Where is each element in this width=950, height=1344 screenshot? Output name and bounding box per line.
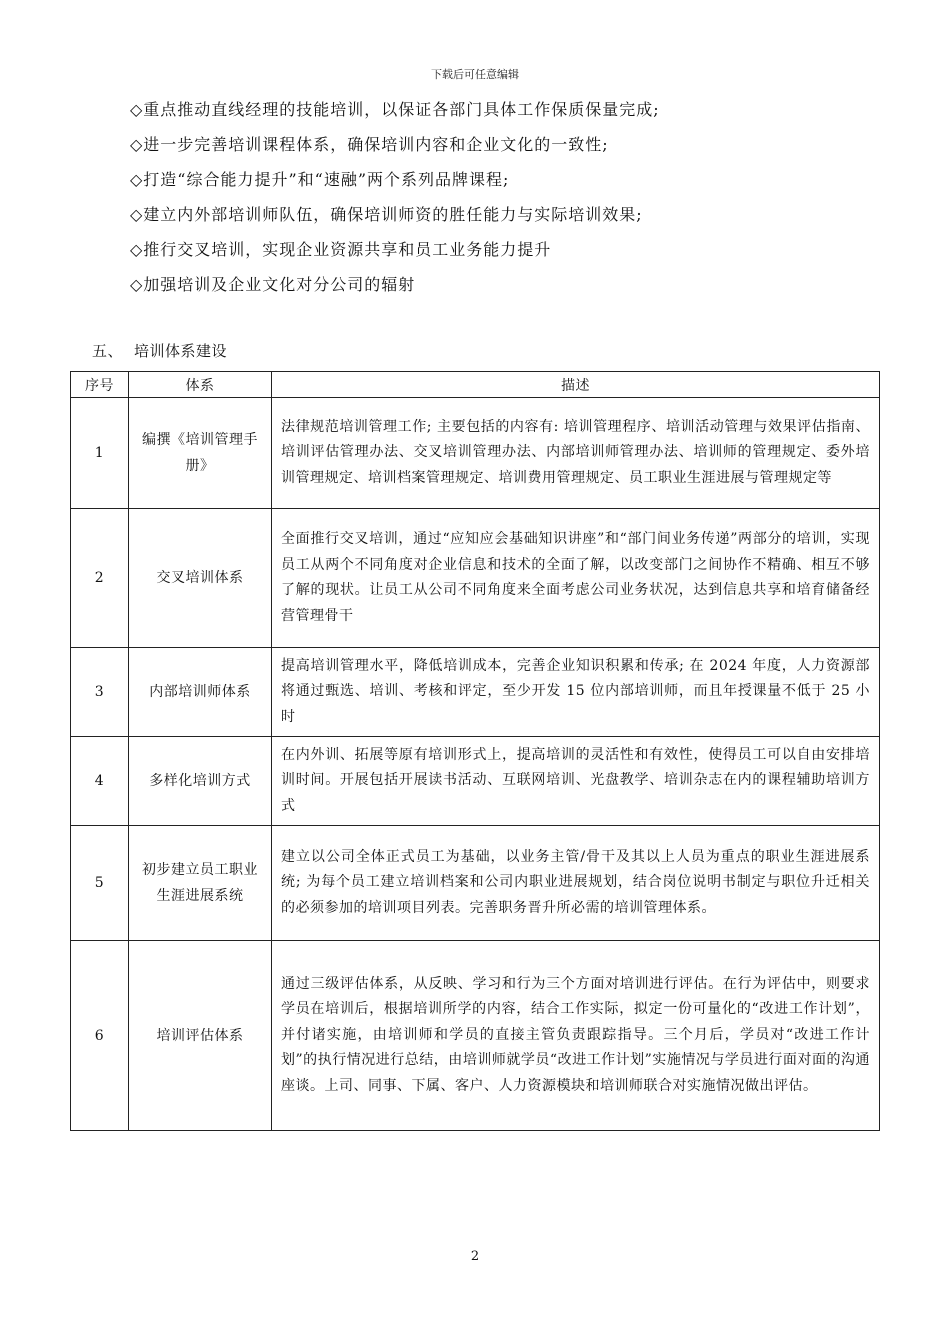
row-number: 5 (71, 826, 129, 941)
table-row (71, 941, 880, 1131)
section-title-text: 培训体系建设 (134, 342, 228, 360)
bullet-item: ◇进一步完善培训课程体系，确保培训内容和企业文化的一致性; (130, 135, 609, 154)
section-heading (92, 340, 227, 361)
column-header-no: 序号 (71, 372, 129, 398)
column-header-description: 描述 (272, 372, 880, 398)
table-row (71, 398, 880, 509)
row-system: 内部培训师体系 (129, 648, 272, 737)
table-row (71, 648, 880, 737)
table-row (71, 509, 880, 648)
table-row (71, 826, 880, 941)
column-header-system: 体系 (129, 372, 272, 398)
row-system: 初步建立员工职业生涯进展系统 (129, 826, 272, 941)
row-description: 提高培训管理水平，降低培训成本，完善企业知识积累和传承; 在 2024 年度，人力资源部将通过甄选、培训、考核和评定，至少开发 15 位内部培训师，而且年授课量不低于 25 小时 (272, 648, 880, 737)
page-number: 2 (470, 1249, 480, 1264)
table-header-row (71, 372, 880, 398)
row-system: 编撰《培训管理手册》 (129, 398, 272, 509)
row-system: 多样化培训方式 (129, 737, 272, 826)
row-number: 1 (71, 398, 129, 509)
row-description: 法律规范培训管理工作; 主要包括的内容有: 培训管理程序、培训活动管理与效果评估指南、培训评估管理办法、交叉培训管理办法、内部培训师管理办法、培训师的管理规定、委外培训管理规定、培训档案管理规定、培训费用管理规定、员工职业生涯进展与管理规定等 (272, 398, 880, 509)
row-number: 2 (71, 509, 129, 648)
bullet-list (130, 96, 890, 306)
row-description: 通过三级评估体系，从反映、学习和行为三个方面对培训进行评估。在行为评估中，则要求学员在培训后，根据培训所学的内容，结合工作实际，拟定一份可量化的“改进工作计划”，并付诸实施，由培训师和学员的直接主管负责跟踪指导。三个月后，学员对“改进工作计划”的执行情况进行总结，由培训师就学员“改进工作计划”实施情况与学员进行面对面的沟通座谈。上司、同事、下属、客户、人力资源模块和培训师联合对实施情况做出评估。 (272, 941, 880, 1131)
section-number: 五、 (92, 342, 124, 360)
bullet-item: ◇推行交叉培训，实现企业资源共享和员工业务能力提升 (130, 240, 552, 259)
row-system: 交叉培训体系 (129, 509, 272, 648)
bullet-item: ◇重点推动直线经理的技能培训，以保证各部门具体工作保质保量完成; (130, 100, 660, 119)
row-number: 6 (71, 941, 129, 1131)
row-system: 培训评估体系 (129, 941, 272, 1131)
row-number: 3 (71, 648, 129, 737)
bullet-item: ◇打造“综合能力提升”和“速融”两个系列品牌课程; (130, 170, 510, 189)
training-system-table (70, 371, 880, 1131)
row-number: 4 (71, 737, 129, 826)
table-row (71, 737, 880, 826)
header-note: 下载后可任意编辑 (431, 68, 519, 81)
bullet-item: ◇建立内外部培训师队伍，确保培训师资的胜任能力与实际培训效果; (130, 205, 643, 224)
row-description: 建立以公司全体正式员工为基础，以业务主管/骨干及其以上人员为重点的职业生涯进展系统; 为每个员工建立培训档案和公司内职业进展规划，结合岗位说明书制定与职位升迁相关的必须参加的培训项目列表。完善职务晋升所必需的培训管理体系。 (272, 826, 880, 941)
row-description: 全面推行交叉培训，通过“应知应会基础知识讲座”和“部门间业务传递”两部分的培训，实现员工从两个不同角度对企业信息和技术的全面了解，以改变部门之间协作不精确、相互不够了解的现状。让员工从公司不同角度来全面考虑公司业务状况，达到信息共享和培育储备经营管理骨干 (272, 509, 880, 648)
bullet-item: ◇加强培训及企业文化对分公司的辐射 (130, 275, 416, 294)
row-description: 在内外训、拓展等原有培训形式上，提高培训的灵活性和有效性，使得员工可以自由安排培训时间。开展包括开展读书活动、互联网培训、光盘教学、培训杂志在内的课程辅助培训方式 (272, 737, 880, 826)
